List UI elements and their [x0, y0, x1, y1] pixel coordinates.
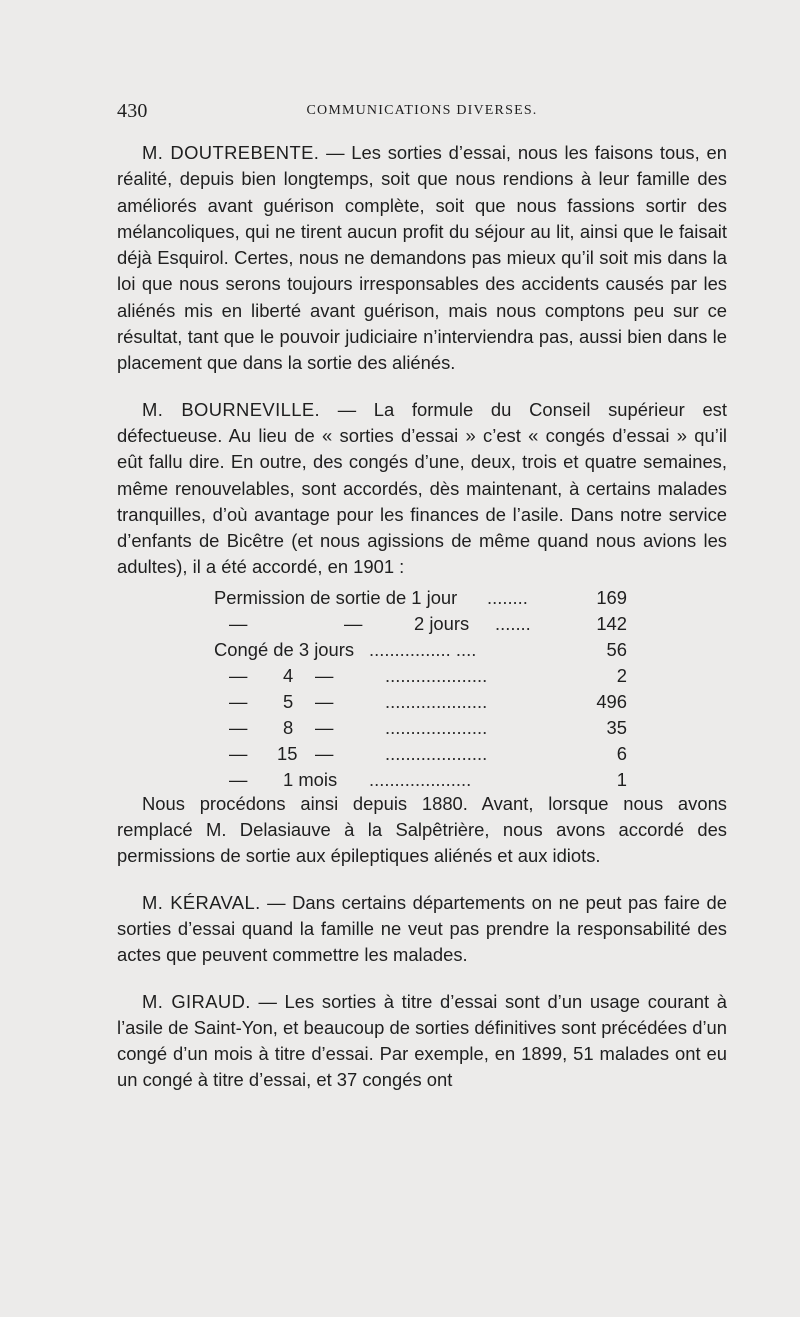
- row-value: 35: [606, 716, 627, 738]
- running-title: COMMUNICATIONS DIVERSES.: [306, 103, 538, 118]
- row-label: Permission de sortie de 1 jour: [214, 586, 458, 608]
- paragraph-text: — La formule du Conseil supérieur est défectueuse. Au lieu de « sorties d’essai » c’est « congés d’essai » qu’il eût fallu dire. En outre, des congés d’une, deux, trois et quatre semaines, même renouvelables, sont accordés, dès maintenant, à certains malades tranquilles, d’où avantage pour les finances de l’asile. Dans notre service d’enfants de Bicêtre (et nous agissions de même quand nous avions les adultes), il a été accordé, en 1901 :: [117, 398, 727, 578]
- ditto-mark: —: [315, 716, 334, 738]
- leader-dots: ....................: [385, 716, 488, 738]
- row-value: 56: [606, 638, 627, 660]
- ditto-mark: —: [229, 716, 248, 738]
- speaker-name: M. DOUTREBENTE.: [142, 142, 320, 163]
- ditto-mark: —: [229, 690, 248, 712]
- table-row: [117, 585, 727, 611]
- page-number: 430: [117, 100, 148, 122]
- speaker-name: M. KÉRAVAL.: [142, 891, 261, 913]
- ditto-mark: —: [315, 690, 334, 712]
- leader-dots: ................ ....: [369, 638, 477, 660]
- row-value: 496: [596, 690, 627, 712]
- table-row: [117, 637, 727, 663]
- paragraph-text: — Dans certains départements on ne peut pas faire de sorties d’essai quand la famille ne veut pas prendre la responsabilité des actes que peuvent commettre les malades.: [117, 891, 727, 966]
- paragraph-text: — Les sorties à titre d’essai sont d’un usage courant à l’asile de Saint-Yon, et beaucoup de sorties définitives sont précédées d’un congé d’un mois à titre d’essai. Par exemple, en 1899, 51 malades ont eu un congé à titre d’essai, et 37 congés ont: [117, 990, 727, 1091]
- paragraph-text: — Les sorties d’essai, nous les faisons tous, en réalité, depuis bien longtemps, soit que nous rendions à leur famille des améliorés avant guérison complète, soit que nous fassions sortir des mélancoliques, qui ne tirent aucun profit du séjour au lit, ainsi que le faisait déjà Esquirol. Certes, nous ne demandons pas mieux qu’il soit mis dans la loi que nous serons toujours irresponsables des accidents causés par les aliénés mis en liberté avant guérison, mais nous comptons peu sur ce résultat, tant que le pouvoir judiciaire n’interviendra pas, aussi bien dans le placement que dans la sortie des aliénés.: [117, 142, 727, 374]
- leader-dots: ....................: [385, 664, 488, 686]
- row-label: 1 mois: [283, 768, 338, 790]
- row-label: 5: [283, 690, 294, 712]
- row-value: 2: [616, 664, 627, 686]
- paragraph-giraud: [117, 989, 727, 1094]
- row-label: 2 jours: [414, 612, 470, 634]
- row-label: 4: [283, 664, 294, 686]
- ditto-mark: —: [315, 742, 334, 764]
- paragraph-keraval: [117, 890, 727, 969]
- table-row: [117, 741, 727, 767]
- row-value: 6: [616, 742, 627, 764]
- row-value: 1: [616, 768, 627, 790]
- row-value: 142: [596, 612, 627, 634]
- row-label: 8: [283, 716, 294, 738]
- leader-dots: ....................: [385, 742, 488, 764]
- table-row: [117, 611, 727, 637]
- speaker-name: M. GIRAUD.: [142, 990, 251, 1012]
- page-header: [117, 100, 727, 130]
- row-label: Congé de 3 jours: [214, 638, 355, 660]
- leader-dots: ....................: [385, 690, 488, 712]
- page-body: [117, 140, 727, 1094]
- paragraph-continuation: [117, 791, 727, 870]
- leader-dots: ....................: [369, 768, 472, 790]
- ditto-mark: —: [229, 768, 248, 790]
- table-row: [117, 715, 727, 741]
- table-row: [117, 663, 727, 689]
- ditto-mark: —: [229, 742, 248, 764]
- ditto-mark: —: [229, 664, 248, 686]
- table-row: [117, 689, 727, 715]
- ditto-mark: —: [229, 612, 248, 634]
- row-label: 15: [277, 742, 298, 764]
- leader-dots: ........: [487, 586, 528, 608]
- leave-statistics-table: [117, 581, 727, 791]
- leader-dots: .......: [495, 612, 531, 634]
- paragraph-text: Nous procédons ainsi depuis 1880. Avant, lorsque nous avons remplacé M. Delasiauve à la Salpêtrière, nous avons accordé des permissions de sortie aux épileptiques aliénés et aux idiots.: [117, 792, 727, 867]
- paragraph-doutrebente: [117, 140, 727, 377]
- table-row: [117, 767, 727, 793]
- ditto-mark: —: [344, 612, 363, 634]
- paragraph-bourneville: [117, 397, 727, 581]
- ditto-mark: —: [315, 664, 334, 686]
- row-value: 169: [596, 586, 627, 608]
- speaker-name: M. BOURNEVILLE.: [142, 398, 321, 420]
